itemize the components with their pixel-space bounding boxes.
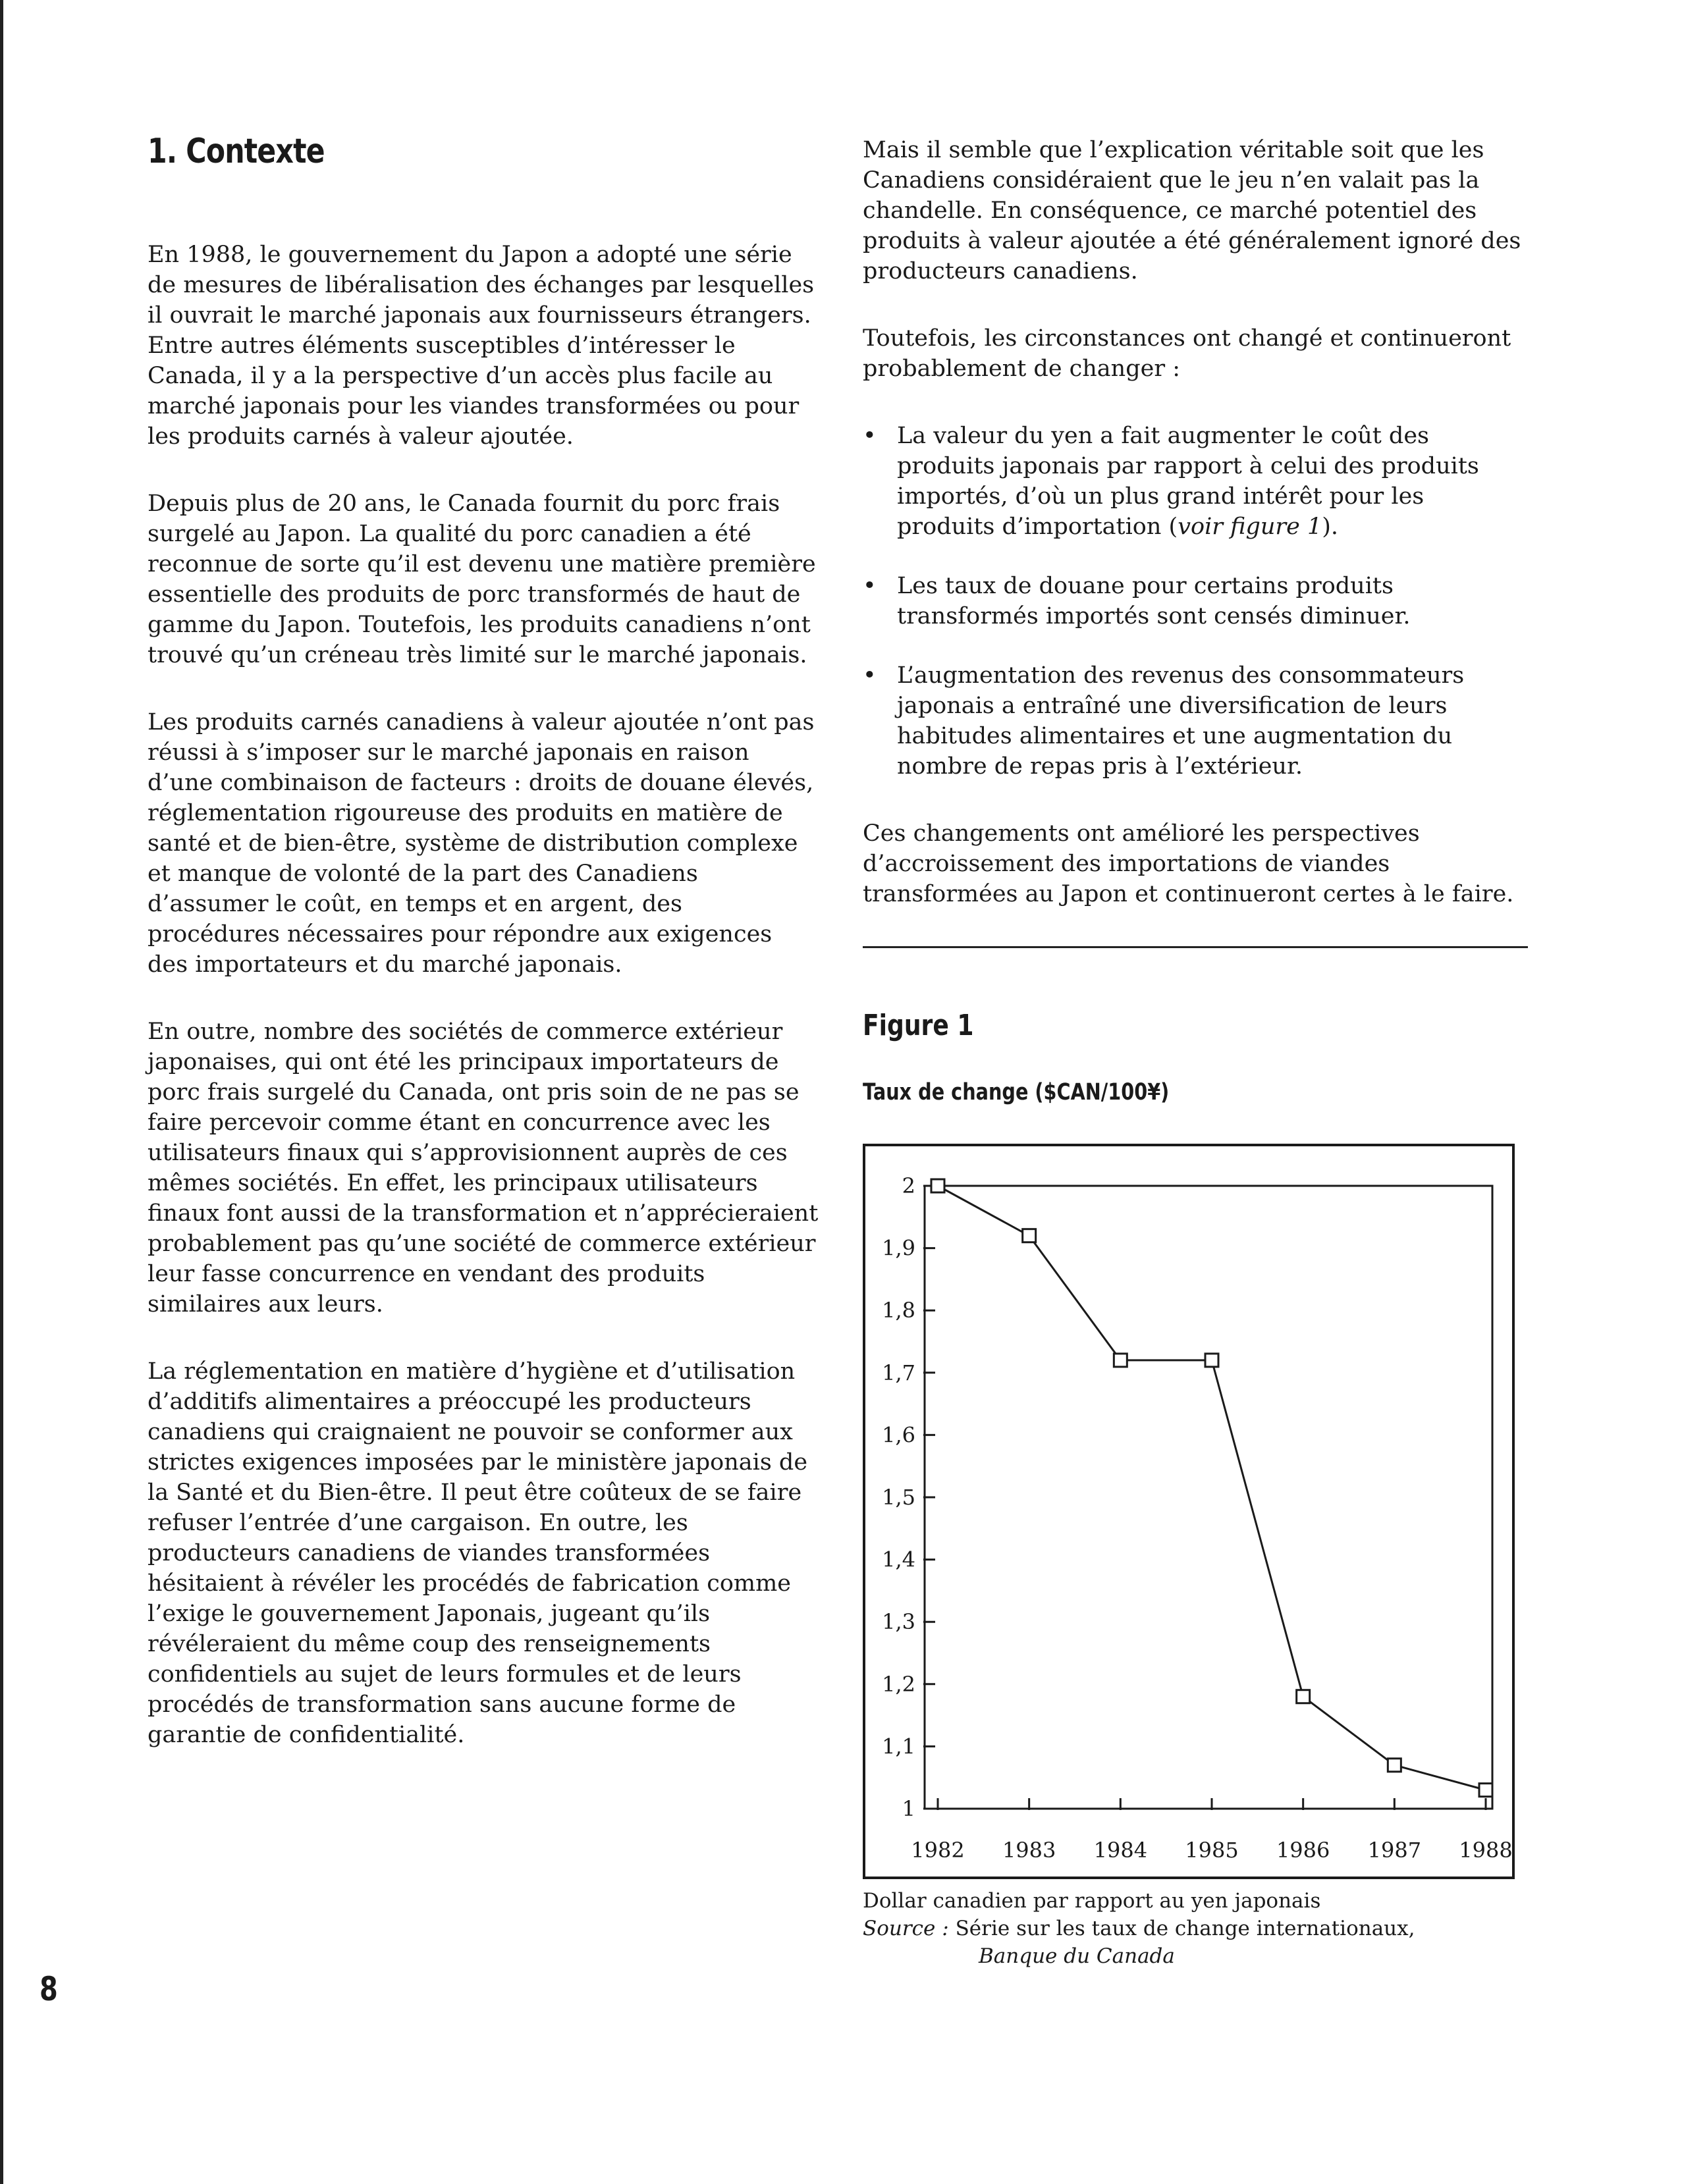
section-divider bbox=[863, 946, 1528, 948]
list-item bbox=[863, 571, 1528, 631]
x-tick-label: 1988 bbox=[1459, 1838, 1513, 1863]
paragraph-1: En 1988, le gouvernement du Japon a adopté une série de mesures de libéralisation des échanges par lesquelles il ouvrait le marché japonais aux fournisseurs étrangers. Entre autres éléments susceptibles d’intéresser le Canada, il y a la perspective d’un accès plus facile au marché japonais pour les viandes transformées ou pour les produits carnés à valeur ajoutée. bbox=[148, 242, 815, 450]
paragraph-8: Ces changements ont amélioré les perspectives d’accroissement des importations de viandes transformées au Japon et continueront certes à le faire. bbox=[863, 820, 1514, 907]
y-tick-label: 2 bbox=[902, 1173, 915, 1198]
bullet-icon: • bbox=[863, 423, 877, 449]
bullet-icon: • bbox=[863, 662, 877, 689]
data-point-1983 bbox=[1023, 1229, 1036, 1242]
y-tick-label: 1,8 bbox=[882, 1298, 915, 1323]
paragraph-4: En outre, nombre des sociétés de commerce extérieur japonaises, qui ont été les principaux importateurs de porc frais surgelé du Canada, ont pris soin de ne pas se faire percevoir comme étant en concurrence avec les utilisateurs finaux qui s’approvisionnent auprès de ces mêmes sociétés. En effet, les principaux utilisateurs finaux font aussi de la transformation et n’apprécieraient probablement pas qu’une société de commerce extérieur leur fasse concurrence en vendant des produits similaires aux leurs. bbox=[148, 1019, 819, 1318]
y-tick-label: 1,5 bbox=[882, 1485, 915, 1510]
data-point-1986 bbox=[1297, 1690, 1310, 1703]
chart-outer-frame bbox=[864, 1145, 1513, 1878]
y-tick-label: 1,6 bbox=[882, 1422, 915, 1448]
figure-caption bbox=[863, 1887, 1528, 1970]
x-tick-label: 1984 bbox=[1093, 1838, 1148, 1863]
chart-plot-frame bbox=[925, 1186, 1492, 1809]
data-point-1984 bbox=[1114, 1354, 1127, 1367]
data-point-1985 bbox=[1205, 1354, 1218, 1367]
data-point-1987 bbox=[1388, 1759, 1401, 1772]
paragraph-2: Depuis plus de 20 ans, le Canada fournit du porc frais surgelé au Japon. La qualité du porc canadien a été reconnue de sorte qu’il est devenu une matière première essentielle des produits de porc transformés de haut de gamme du Japon. Toutefois, les produits canadiens n’ont trouvé qu’un créneau très limité sur le marché japonais. bbox=[148, 491, 816, 668]
source-label: Source : bbox=[863, 1917, 949, 1940]
exchange-rate-chart bbox=[863, 1144, 1515, 1879]
x-tick-label: 1986 bbox=[1276, 1838, 1330, 1863]
caption-text: Dollar canadien par rapport au yen japonais bbox=[863, 1889, 1321, 1913]
y-tick-label: 1,7 bbox=[882, 1360, 915, 1385]
y-tick-label: 1,2 bbox=[882, 1671, 915, 1697]
chart-svg bbox=[863, 1144, 1515, 1879]
bullet-text: La valeur du yen a fait augmenter le coût des produits japonais par rapport à celui des produits importés, d’où un plus grand intérêt pour les produits d’importation ( bbox=[897, 423, 1479, 540]
x-tick-label: 1982 bbox=[911, 1838, 965, 1863]
figure-label: Figure 1 bbox=[863, 1009, 974, 1042]
source-org: Banque du Canada bbox=[979, 1944, 1175, 1968]
y-tick-label: 1,3 bbox=[882, 1609, 915, 1635]
left-column bbox=[148, 132, 819, 1787]
page-edge-line bbox=[0, 0, 3, 2184]
paragraph-6: Mais il semble que l’explication véritable soit que les Canadiens considéraient que le jeu n’en valait pas la chandelle. En conséquence, ce marché potentiel des produits à valeur ajoutée a été généralement ignoré des producteurs canadiens. bbox=[863, 137, 1521, 284]
bullet-icon: • bbox=[863, 573, 877, 599]
paragraph-3: Les produits carnés canadiens à valeur ajoutée n’ont pas réussi à s’imposer sur le marché japonais en raison d’une combinaison de facteurs : droits de douane élevés, réglementation rigoureuse des produits en matière de santé et de bien-être, système de distribution complexe et manque de volonté de la part des Canadiens d’assumer le coût, en temps et en argent, des procédures nécessaires pour répondre aux exigences des importateurs et du marché japonais. bbox=[148, 709, 815, 978]
list-item bbox=[863, 421, 1528, 542]
y-axis bbox=[882, 1173, 935, 1821]
figure-title: Taux de change ($CAN/100¥) bbox=[863, 1079, 1170, 1105]
source-text: Série sur les taux de change internationaux, bbox=[955, 1917, 1415, 1940]
series-markers bbox=[931, 1179, 1492, 1797]
page-number: 8 bbox=[40, 1970, 58, 2008]
x-tick-label: 1987 bbox=[1367, 1838, 1422, 1863]
y-tick-label: 1,9 bbox=[882, 1235, 915, 1261]
y-tick-label: 1,4 bbox=[882, 1547, 915, 1572]
right-column bbox=[863, 135, 1528, 1970]
list-item bbox=[863, 660, 1528, 782]
bullet-text: L’augmentation des revenus des consommateurs japonais a entraîné une diversification de leurs habitudes alimentaires et une augmentation du nombre de repas pris à l’extérieur. bbox=[897, 662, 1465, 780]
paragraph-5: La réglementation en matière d’hygiène et d’utilisation d’additifs alimentaires a préoccupé les producteurs canadiens qui craignaient ne pouvoir se conformer aux strictes exigences imposées par le ministère japonais de la Santé et du Bien-être. Il peut être coûteux de se faire refuser l’entrée d’une cargaison. En outre, les producteurs canadiens de viandes transformées hésitaient à révéler les procédés de fabrication comme l’exige le gouvernement Japonais, jugeant qu’ils révéleraient du même coup des renseignements confidentiels au sujet de leurs formules et de leurs procédés de transformation sans aucune forme de garantie de confidentialité. bbox=[148, 1358, 808, 1748]
x-tick-label: 1983 bbox=[1002, 1838, 1056, 1863]
bullet-list bbox=[863, 421, 1528, 782]
y-tick-label: 1,1 bbox=[882, 1734, 915, 1759]
y-tick-label: 1 bbox=[902, 1796, 915, 1821]
data-point-1988 bbox=[1479, 1784, 1492, 1797]
paragraph-7: Toutefois, les circonstances ont changé et continueront probablement de changer : bbox=[863, 325, 1511, 382]
section-title: 1. Contexte bbox=[148, 132, 325, 171]
bullet-text: Les taux de douane pour certains produits transformés importés sont censés diminuer. bbox=[897, 573, 1411, 629]
figure-reference: voir figure 1 bbox=[1178, 514, 1322, 540]
bullet-text-end: ). bbox=[1322, 514, 1339, 540]
x-tick-label: 1985 bbox=[1185, 1838, 1239, 1863]
series-line bbox=[938, 1186, 1486, 1790]
data-point-1982 bbox=[931, 1179, 944, 1192]
